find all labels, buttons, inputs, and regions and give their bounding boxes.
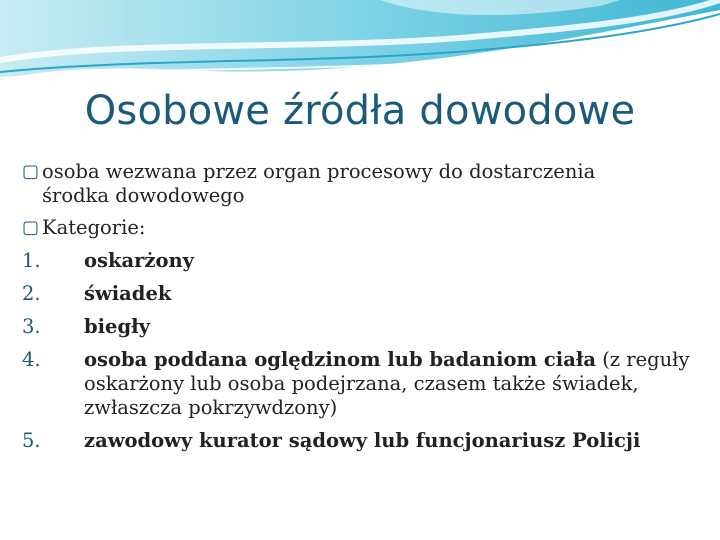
list-item-text: biegły [84, 315, 150, 338]
bullet-categories [22, 216, 702, 240]
list-item-number: 3. [22, 315, 41, 338]
list-item-number: 5. [22, 429, 41, 452]
list-item-number: 1. [22, 249, 41, 272]
header-wave-decoration [0, 0, 720, 90]
bullet-definition-text: osoba wezwana przez organ procesowy do dostarczenia [42, 160, 596, 183]
list-item [22, 348, 702, 420]
list-item [22, 429, 702, 453]
list-item-text: zawodowy kurator sądowy lub funcjonariusz Policji [84, 429, 641, 452]
bullet-icon: ▢ [22, 217, 40, 238]
list-item-text: osoba poddana oględzinom lub badaniom ciała [84, 348, 596, 371]
bullet-icon: ▢ [22, 161, 40, 182]
list-item-text: oskarżony [84, 249, 194, 272]
bullet-definition-text-cont: środka dowodowego [42, 184, 245, 207]
list-item-number: 2. [22, 282, 41, 305]
slide-title: Osobowe źródła dowodowe [84, 88, 636, 134]
list-item [22, 282, 702, 306]
list-item-number: 4. [22, 348, 41, 371]
bullet-definition [22, 160, 702, 208]
list-item [22, 249, 702, 273]
list-item-text: świadek [84, 282, 172, 305]
slide-body [22, 160, 702, 453]
list-item [22, 315, 702, 339]
list-item-note: (z reguły oskarżony lub osoba podejrzana, czasem także świadek, zwłaszcza pokrzywdzony) [84, 348, 690, 419]
bullet-categories-text: Kategorie: [42, 216, 146, 239]
